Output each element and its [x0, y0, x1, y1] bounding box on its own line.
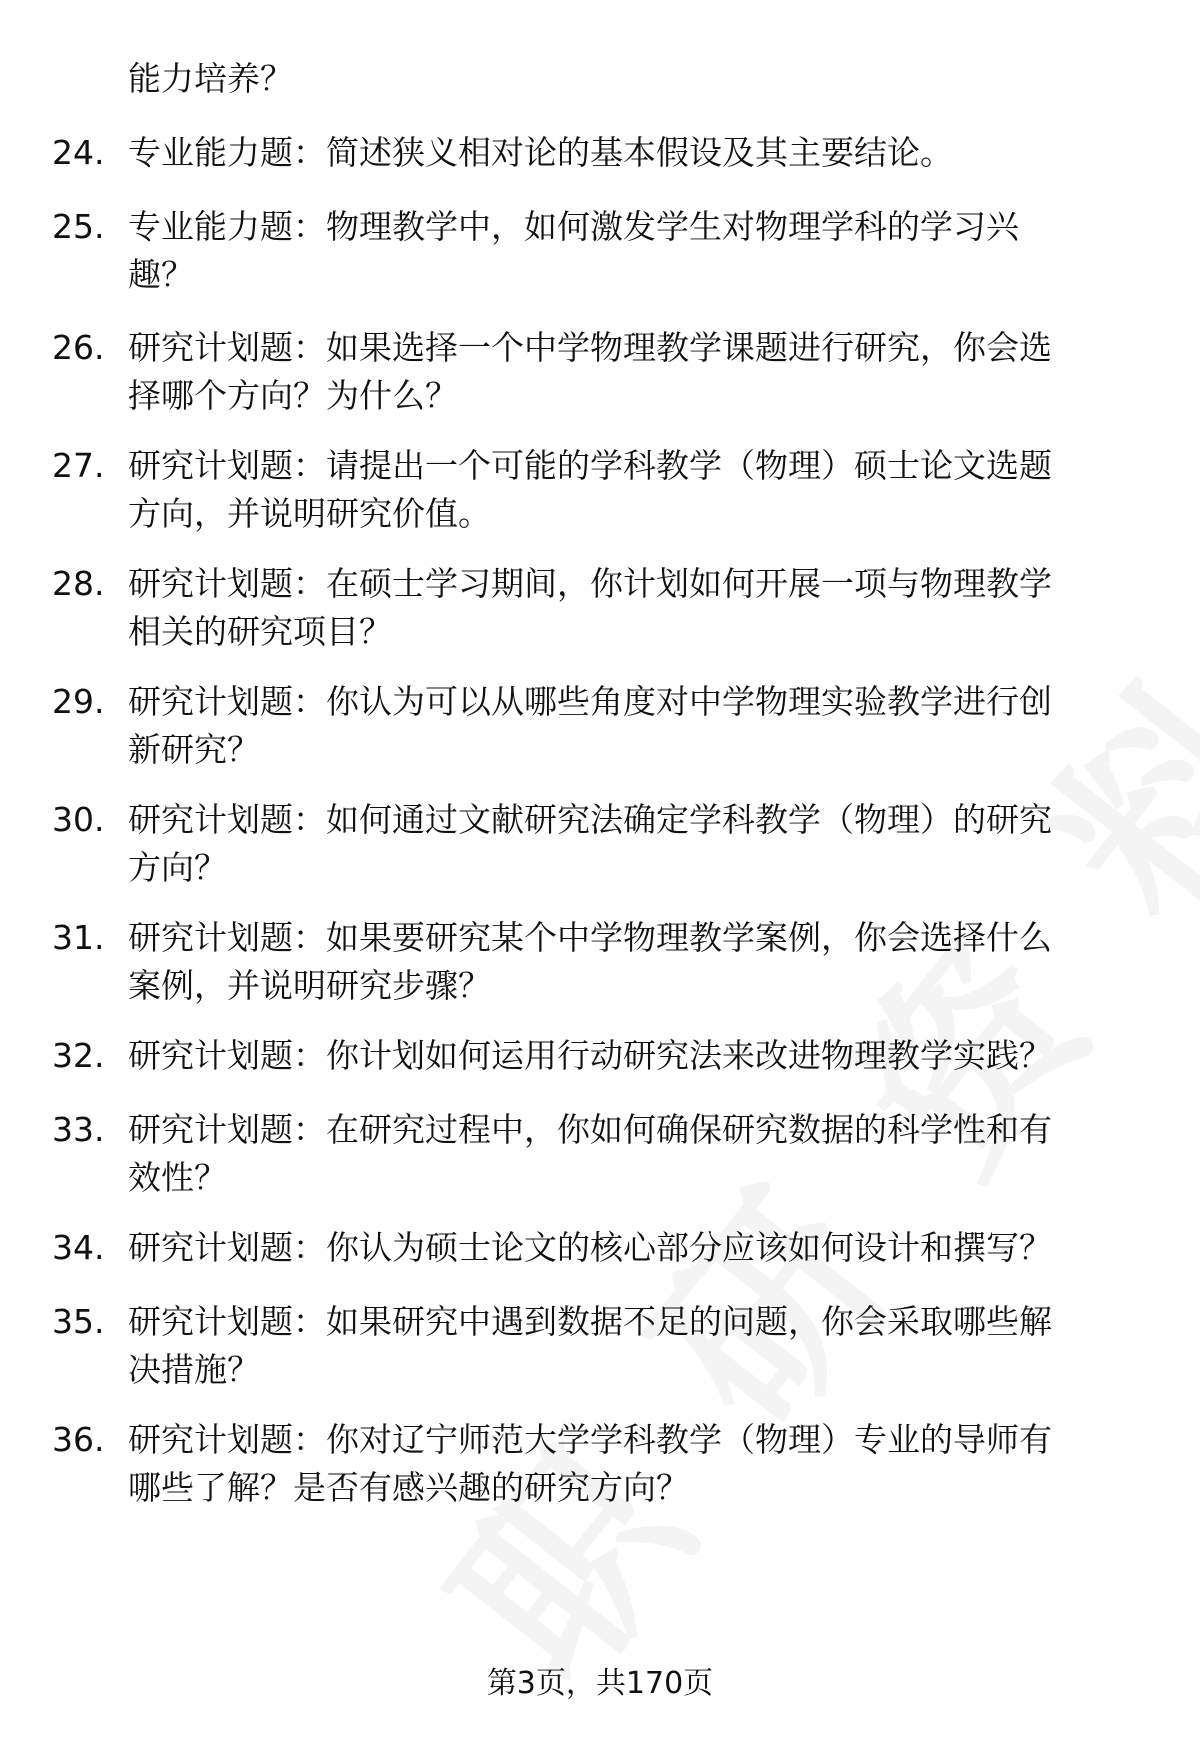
- question-text: 研究计划题：你认为可以从哪些角度对中学物理实验教学进行创 新研究？: [128, 682, 1052, 769]
- question-text: 研究计划题：如果选择一个中学物理教学课题进行研究，你会选 择哪个方向？为什么？: [128, 328, 1052, 415]
- question-text: 专业能力题：物理教学中，如何激发学生对物理学科的学习兴 趣？: [128, 207, 1019, 294]
- question-text: 研究计划题：如果要研究某个中学物理教学案例，你会选择什么 案例，并说明研究步骤？: [128, 918, 1052, 1005]
- question-number: 27.: [52, 446, 105, 485]
- question-text: 专业能力题：简述狭义相对论的基本假设及其主要结论。: [128, 133, 953, 172]
- question-number: 31.: [52, 918, 105, 957]
- question-number: 25.: [52, 207, 105, 246]
- question-text: 能力培养？: [128, 59, 293, 98]
- question-text: 研究计划题：在研究过程中，你如何确保研究数据的科学性和有 效性？: [128, 1110, 1052, 1197]
- question-number: 26.: [52, 328, 105, 367]
- question-number: 24.: [52, 133, 105, 172]
- question-number: 33.: [52, 1110, 105, 1149]
- question-text: 研究计划题：如果研究中遇到数据不足的问题，你会采取哪些解 决措施？: [128, 1302, 1052, 1389]
- question-number: 34.: [52, 1228, 105, 1267]
- question-number: 30.: [52, 800, 105, 839]
- question-text: 研究计划题：你对辽宁师范大学学科教学（物理）专业的导师有 哪些了解？是否有感兴趣的研究方向？: [128, 1420, 1052, 1507]
- question-number: 35.: [52, 1302, 105, 1341]
- question-text: 研究计划题：你计划如何运用行动研究法来改进物理教学实践？: [128, 1036, 1052, 1075]
- page-footer: 第3页，共170页: [486, 1666, 714, 1701]
- question-number: 29.: [52, 682, 105, 721]
- question-text: 研究计划题：你认为硕士论文的核心部分应该如何设计和撰写？: [128, 1228, 1052, 1267]
- question-number: 36.: [52, 1420, 105, 1459]
- question-number: 28.: [52, 564, 105, 603]
- question-text: 研究计划题：请提出一个可能的学科教学（物理）硕士论文选题 方向，并说明研究价值。: [128, 446, 1052, 533]
- question-number: 32.: [52, 1036, 105, 1075]
- question-text: 研究计划题：如何通过文献研究法确定学科教学（物理）的研究 方向？: [128, 800, 1052, 887]
- question-text: 研究计划题：在硕士学习期间，你计划如何开展一项与物理教学 相关的研究项目？: [128, 564, 1052, 651]
